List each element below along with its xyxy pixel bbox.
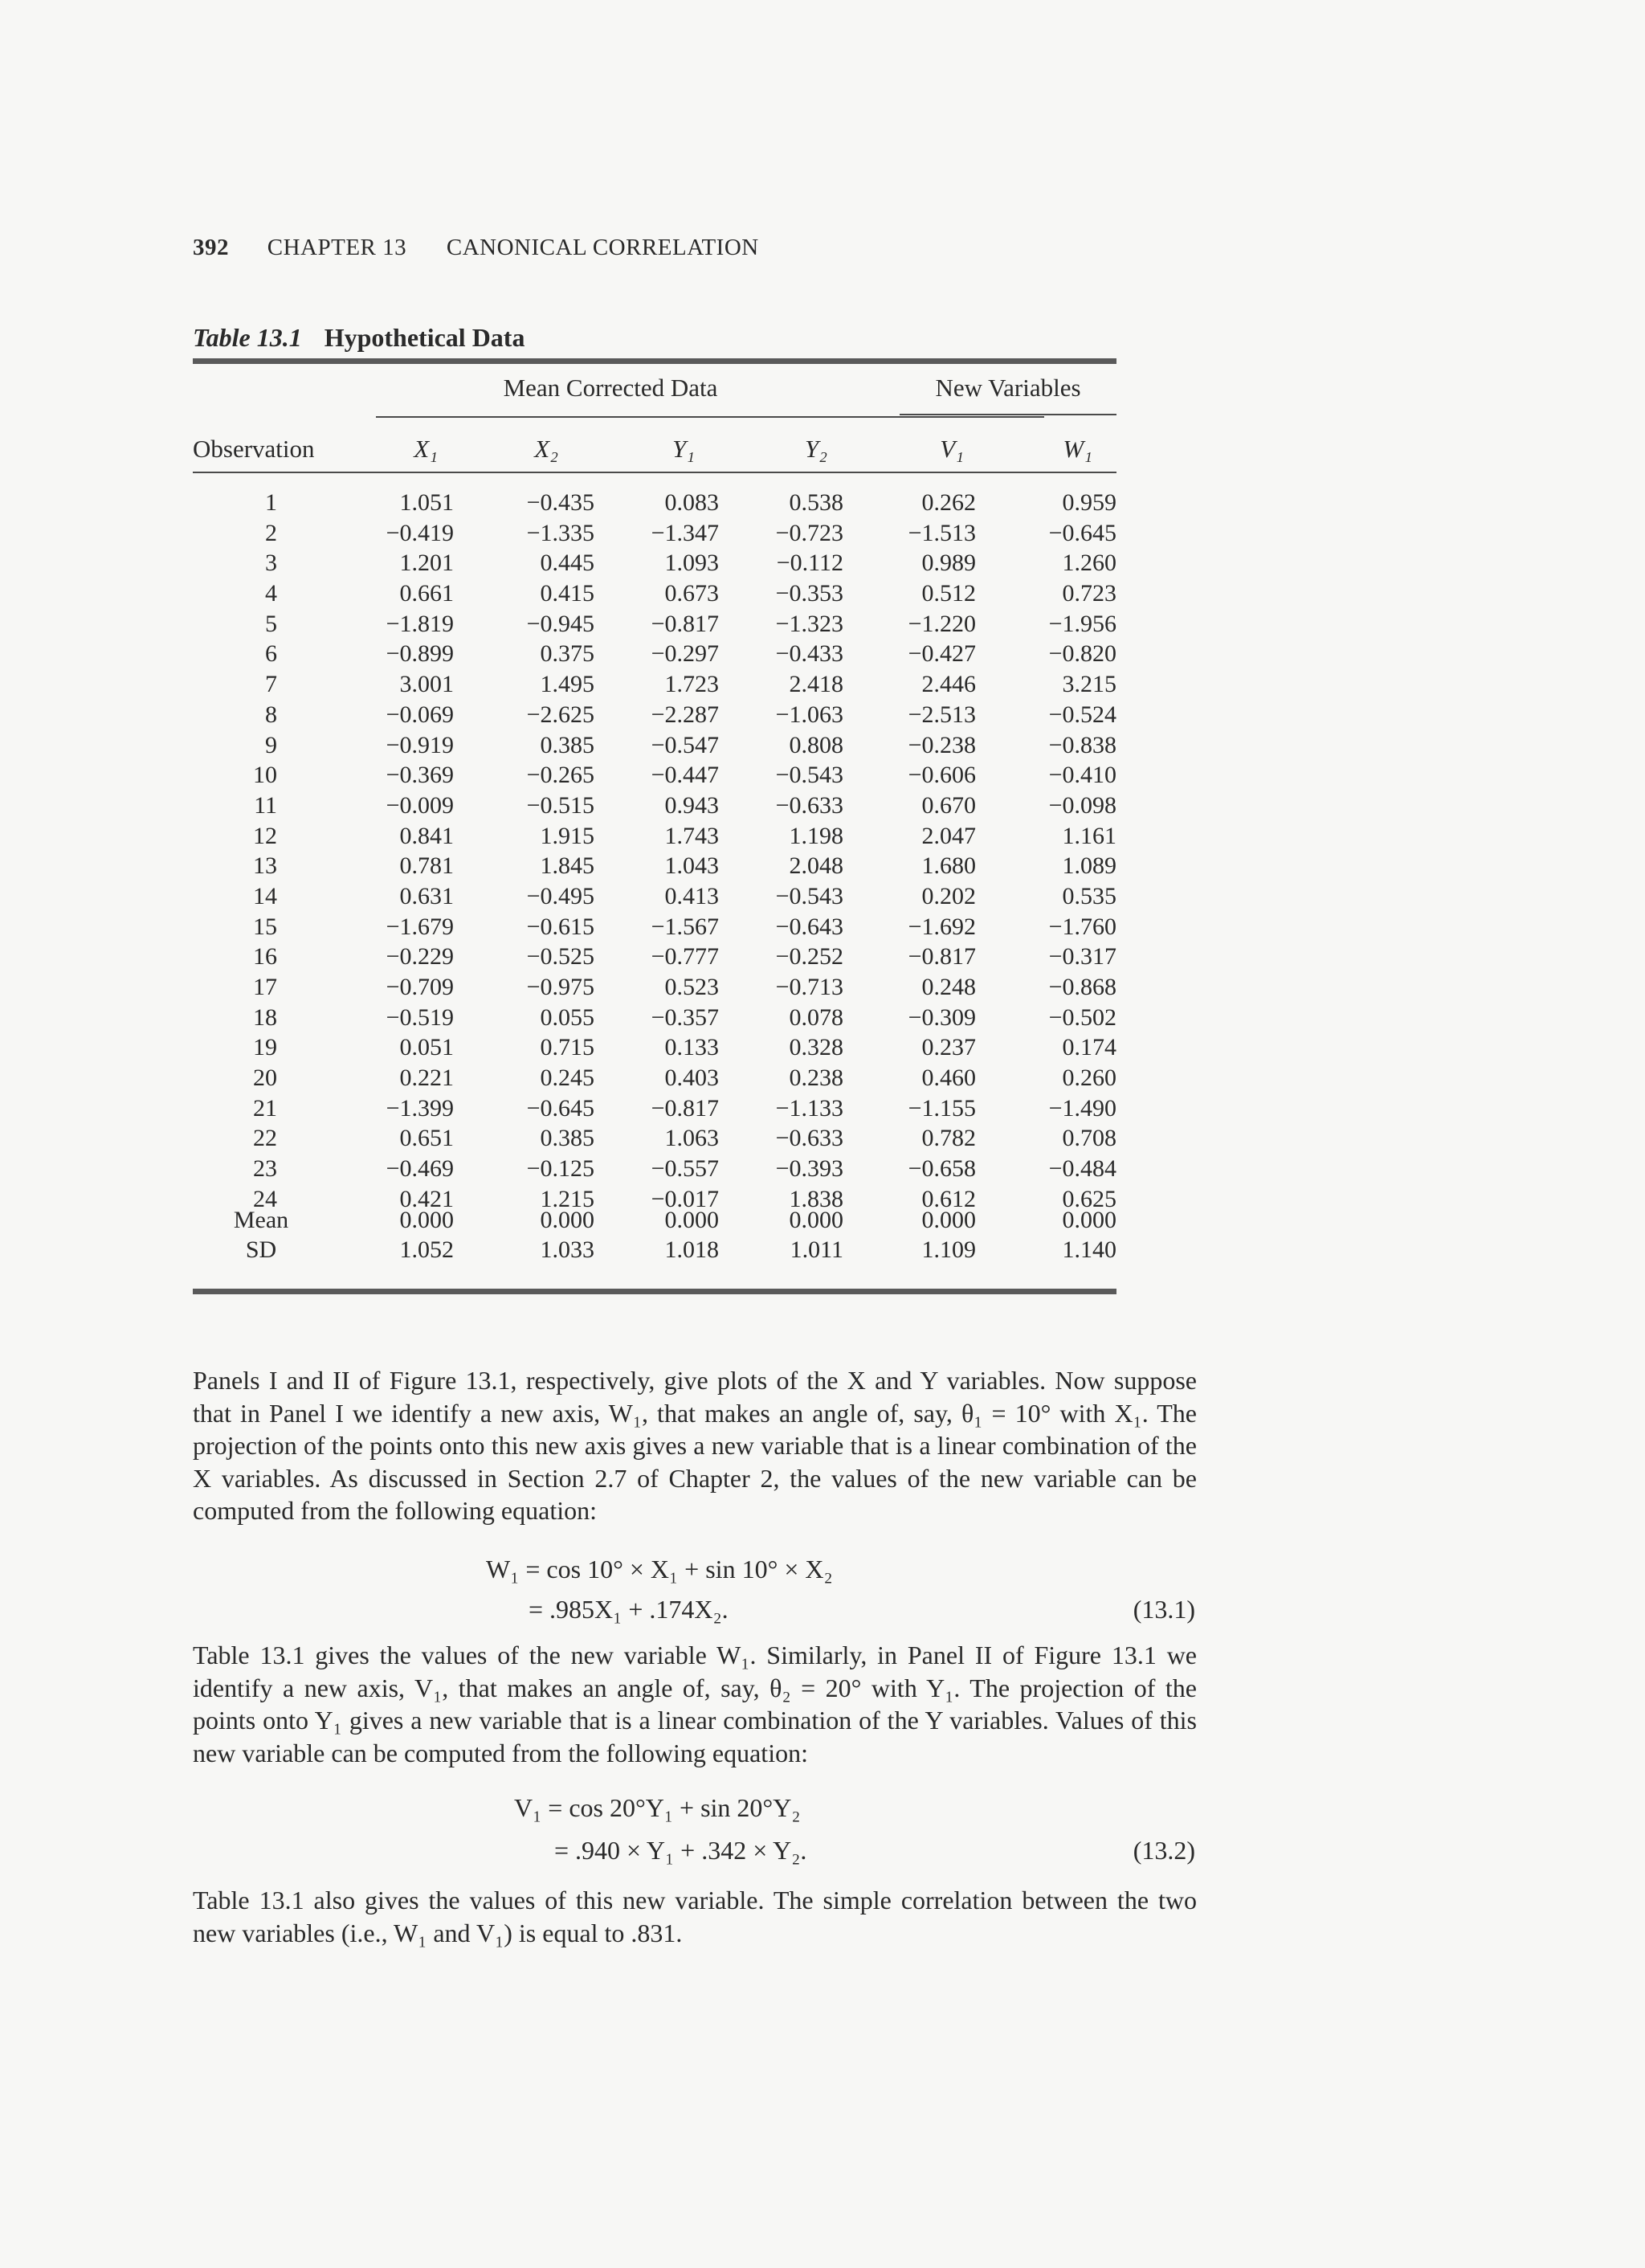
table-cell: 1.011 [790, 1236, 843, 1263]
table-row [193, 609, 1116, 640]
table-cell: −1.323 [775, 610, 843, 637]
table-row-label: 14 [253, 882, 277, 909]
group-underline-right [900, 414, 1116, 415]
table-row-label: 21 [253, 1094, 277, 1122]
table-cell: −1.819 [386, 610, 454, 637]
table-cell: −0.524 [1048, 701, 1116, 728]
table-cell: −0.410 [1048, 762, 1116, 789]
table-cell: 0.782 [921, 1125, 976, 1152]
table-cell: −1.490 [1048, 1094, 1116, 1122]
table-cell: −1.347 [651, 519, 719, 546]
table-cell: 1.051 [399, 489, 454, 516]
table-cell: −0.723 [775, 519, 843, 546]
table-row [193, 791, 1116, 821]
table-cell: 0.000 [540, 1207, 594, 1233]
table-cell: 1.052 [399, 1236, 454, 1263]
table-row [193, 488, 1116, 518]
table-cell: 0.460 [921, 1065, 976, 1092]
table-cell: 0.083 [664, 489, 719, 516]
table-cell: −0.495 [526, 882, 594, 909]
table-cell: 0.715 [540, 1034, 594, 1061]
table-cell: 0.413 [664, 882, 719, 909]
table-row [193, 518, 1116, 549]
table-cell: −0.469 [386, 1155, 454, 1183]
table-cell: −1.063 [775, 701, 843, 728]
table-row-label: 20 [253, 1065, 277, 1092]
table-cell: −0.633 [775, 1125, 843, 1152]
table-cell: 1.680 [921, 852, 976, 880]
table-cell: −0.547 [651, 731, 719, 758]
table-cell: 1.838 [789, 1185, 843, 1212]
table-cell: −0.817 [651, 610, 719, 637]
table-row-label: 10 [253, 762, 277, 789]
table-cell: 1.723 [664, 671, 719, 698]
table-cell: −0.309 [908, 1003, 976, 1031]
table-row [193, 1003, 1116, 1033]
table-cell: 1.043 [664, 852, 719, 880]
table-cell: −0.069 [386, 701, 454, 728]
equation-13-2-line-1: V₁ = cos 20°Y₁ + sin 20°Y₂ [514, 1793, 801, 1822]
table-cell: 0.631 [399, 882, 454, 909]
table-cell: 0.445 [540, 550, 594, 577]
table-bottom-rule [193, 1289, 1116, 1294]
equation-13-2-line-2: = .940 × Y₁ + .342 × Y₂. [554, 1836, 807, 1865]
table-cell: −0.419 [386, 519, 454, 546]
table-cell: −0.265 [526, 762, 594, 789]
table-top-rule [193, 358, 1116, 364]
column-header-observation: Observation [193, 435, 315, 463]
table-cell: −1.155 [908, 1094, 976, 1122]
table-caption [193, 323, 525, 353]
table-cell: 0.237 [921, 1034, 976, 1061]
table-cell: 0.078 [789, 1003, 843, 1031]
table-cell: −2.287 [651, 701, 719, 728]
table-cell: −0.817 [651, 1094, 719, 1122]
table-cell: −1.679 [386, 913, 454, 940]
table-cell: 0.535 [1062, 882, 1116, 909]
table-cell: −0.098 [1048, 791, 1116, 819]
table-cell: −0.009 [386, 791, 454, 819]
table-cell: 0.943 [664, 791, 719, 819]
table-cell: 0.989 [921, 550, 976, 577]
table-cell: −0.433 [775, 640, 843, 668]
column-header-x2: X₂ [534, 435, 558, 463]
column-header-v1: V₁ [940, 435, 964, 463]
table-cell: 0.673 [664, 580, 719, 607]
table-cell: −2.513 [908, 701, 976, 728]
table-cell: 1.033 [540, 1236, 594, 1263]
table-cell: 0.000 [789, 1207, 843, 1233]
table-cell: −0.369 [386, 762, 454, 789]
column-header-y2: Y₂ [804, 435, 827, 463]
group-header-mean-corrected: Mean Corrected Data [503, 374, 718, 402]
table-cell: 1.109 [921, 1236, 976, 1263]
table-cell: −0.633 [775, 791, 843, 819]
paragraph-1: Panels I and II of Figure 13.1, respectively, give plots of the X and Y variables. Now suppose that in Panel I we identify a new axis, W₁, that makes an angle of, say, θ₁ = 10° with X₁. The projection of the points onto this new axis gives a new variable that is a linear combination of the X variables. As discussed in Section 2.7 of Chapter 2, the values of the new variable can be computed from the following equation: [193, 1366, 1197, 1525]
table-row-label: 22 [253, 1125, 277, 1152]
table-cell: −0.112 [776, 550, 843, 577]
table-cell: −0.899 [386, 640, 454, 668]
table-number: Table 13.1 [193, 323, 302, 352]
table-cell: −0.645 [1048, 519, 1116, 546]
table-row-label: 15 [253, 913, 277, 940]
equation-number-13-2: (13.2) [1133, 1836, 1195, 1865]
table-cell: 1.018 [664, 1236, 719, 1263]
table-cell: 1.093 [664, 550, 719, 577]
table-cell: −0.238 [908, 731, 976, 758]
column-header-x1: X₁ [414, 435, 438, 463]
table-cell: −0.645 [526, 1094, 594, 1122]
table-cell: 1.915 [540, 822, 594, 849]
summary-row [193, 1205, 1116, 1235]
table-cell: −0.515 [526, 791, 594, 819]
table-cell: 0.133 [664, 1034, 719, 1061]
table-row-label: 6 [265, 640, 277, 668]
table-cell: 1.201 [399, 550, 454, 577]
table-cell: 0.262 [921, 489, 976, 516]
table-cell: 0.651 [399, 1125, 454, 1152]
table-cell: −0.353 [775, 580, 843, 607]
table-cell: −0.615 [526, 913, 594, 940]
table-cell: 2.047 [921, 822, 976, 849]
column-header-y1: Y₁ [671, 435, 695, 463]
table-cell: −0.557 [651, 1155, 719, 1183]
table-cell: −0.709 [386, 974, 454, 1000]
table-row [193, 760, 1116, 791]
table-cell: 0.421 [399, 1185, 454, 1212]
table-row [193, 548, 1116, 578]
table-cell: 0.612 [921, 1185, 976, 1212]
table-cell: 0.174 [1062, 1034, 1116, 1061]
table-cell: −1.567 [651, 913, 719, 940]
table-cell: 1.260 [1062, 550, 1116, 577]
table-cell: 0.221 [399, 1065, 454, 1092]
summary-row-label: SD [245, 1236, 277, 1263]
table-cell: −1.335 [526, 519, 594, 546]
paragraph-3: Table 13.1 also gives the values of this new variable. The simple correlation between the two new variables (i.e., W₁ and V₁) is equal to .831. [193, 1886, 1197, 1947]
table-row-label: 11 [254, 791, 277, 819]
table-row-label: 2 [265, 519, 277, 546]
table-row-label: 5 [265, 610, 277, 637]
table-cell: −0.820 [1048, 640, 1116, 668]
summary-row [193, 1235, 1116, 1265]
table-cell: −0.252 [775, 943, 843, 971]
table-cell: −0.525 [526, 943, 594, 971]
table-cell: −0.543 [775, 762, 843, 789]
table-cell: 0.415 [540, 580, 594, 607]
table-cell: −0.502 [1048, 1003, 1116, 1031]
table-cell: 0.055 [540, 1003, 594, 1031]
table-cell: 0.959 [1062, 489, 1116, 516]
table-cell: −1.513 [908, 519, 976, 546]
table-cell: −0.435 [526, 489, 594, 516]
table-row-label: 12 [253, 822, 277, 849]
table-cell: 0.523 [664, 974, 719, 1000]
table-row-label: 3 [265, 550, 277, 577]
equation-13-1-line-2: = .985X₁ + .174X₂. [529, 1595, 729, 1624]
table-cell: −1.956 [1048, 610, 1116, 637]
table-cell: 0.202 [921, 882, 976, 909]
table-cell: −0.945 [526, 610, 594, 637]
table-cell: 0.512 [921, 580, 976, 607]
table-cell: −0.393 [775, 1155, 843, 1183]
table-cell: 0.328 [789, 1034, 843, 1061]
table-cell: −0.777 [651, 943, 719, 971]
table-cell: −1.692 [908, 913, 976, 940]
running-header [193, 235, 759, 261]
table-title: Hypothetical Data [324, 323, 525, 352]
table-cell: 0.248 [921, 974, 976, 1000]
table-row-label: 4 [265, 580, 277, 607]
table-row [193, 1093, 1116, 1124]
table-row-label: 23 [253, 1155, 277, 1183]
table-cell: 2.446 [921, 671, 976, 698]
table-cell: −0.447 [651, 762, 719, 789]
summary-row-label: Mean [233, 1207, 289, 1233]
table-row-label: 13 [253, 852, 277, 880]
group-underline-left [376, 416, 1044, 418]
table-row [193, 972, 1116, 1003]
table-cell: −0.543 [775, 882, 843, 909]
table-cell: −0.427 [908, 640, 976, 668]
table-cell: 0.781 [399, 852, 454, 880]
table-cell: −0.919 [386, 731, 454, 758]
table-cell: 3.001 [399, 671, 454, 698]
table-cell: −0.838 [1048, 731, 1116, 758]
table-row [193, 851, 1116, 881]
table-cell: −0.297 [651, 640, 719, 668]
table-cell: −0.317 [1048, 943, 1116, 971]
table-cell: −0.017 [651, 1185, 719, 1212]
table-cell: 2.418 [789, 671, 843, 698]
group-header-new-variables: New Variables [935, 374, 1081, 402]
table-row [193, 578, 1116, 609]
table-cell: 0.260 [1062, 1065, 1116, 1092]
table-cell: 0.403 [664, 1065, 719, 1092]
table-cell: 0.385 [540, 731, 594, 758]
table-cell: 0.375 [540, 640, 594, 668]
table-cell: 0.723 [1062, 580, 1116, 607]
table-cell: −0.484 [1048, 1155, 1116, 1183]
table-cell: 0.051 [399, 1034, 454, 1061]
table-cell: −0.229 [386, 943, 454, 971]
page-number: 392 [193, 235, 229, 260]
table-row-label: 8 [265, 701, 277, 728]
table-cell: −0.868 [1048, 974, 1116, 1000]
table-cell: 0.661 [399, 580, 454, 607]
table-row [193, 1154, 1116, 1184]
table-row-label: 18 [253, 1003, 277, 1031]
table-cell: 0.708 [1062, 1125, 1116, 1152]
chapter-number: CHAPTER 13 [267, 235, 407, 260]
table-cell: 0.000 [664, 1207, 719, 1233]
table-cell: −1.220 [908, 610, 976, 637]
table-cell: −0.713 [775, 974, 843, 1000]
table-cell: 0.245 [540, 1065, 594, 1092]
table-row [193, 669, 1116, 700]
chapter-title: CANONICAL CORRELATION [446, 235, 759, 260]
table-row [193, 942, 1116, 972]
table-cell: 0.238 [789, 1065, 843, 1092]
table-cell: 0.000 [921, 1207, 976, 1233]
table-cell: 1.743 [664, 822, 719, 849]
table-cell: 2.048 [789, 852, 843, 880]
table-row-label: 17 [253, 974, 277, 1000]
table-cell: −1.399 [386, 1094, 454, 1122]
column-header-w1: W₁ [1063, 435, 1092, 463]
paragraph-2: Table 13.1 gives the values of the new variable W₁. Similarly, in Panel II of Figure 13.1 we identify a new axis, V₁, that makes an angle of, say, θ₂ = 20° with Y₁. The projection of the points onto Y₁ gives a new variable that is a linear combination of the Y variables. Values of this new variable can be computed from the following equation: [193, 1641, 1197, 1767]
table-row [193, 1063, 1116, 1093]
table-row-label: 19 [253, 1034, 277, 1061]
table-cell: −0.519 [386, 1003, 454, 1031]
table-row [193, 1032, 1116, 1063]
table-cell: 0.625 [1062, 1185, 1116, 1212]
table-cell: 0.841 [399, 822, 454, 849]
table-cell: 3.215 [1062, 671, 1116, 698]
table-cell: 0.538 [789, 489, 843, 516]
table-row-label: 7 [265, 671, 277, 698]
table-row-label: 16 [253, 943, 277, 971]
table-cell: −0.606 [908, 762, 976, 789]
table-row-label: 24 [253, 1185, 277, 1212]
table-row [193, 912, 1116, 942]
table-cell: 1.845 [540, 852, 594, 880]
table-cell: 1.089 [1062, 852, 1116, 880]
table-cell: −0.643 [775, 913, 843, 940]
table-cell: 1.140 [1062, 1236, 1116, 1263]
table-cell: −2.625 [526, 701, 594, 728]
table-cell: 1.161 [1062, 822, 1116, 849]
table-cell: 1.198 [789, 822, 843, 849]
table-cell: −0.975 [526, 974, 594, 1000]
table-cell: −1.133 [775, 1094, 843, 1122]
table-summary [193, 1205, 1116, 1265]
table-row [193, 639, 1116, 669]
table-cell: −0.125 [526, 1155, 594, 1183]
table-cell: 0.000 [399, 1207, 454, 1233]
table-cell: 0.808 [789, 731, 843, 758]
table-cell: 0.385 [540, 1125, 594, 1152]
table-row [193, 821, 1116, 852]
table-cell: 0.000 [1062, 1207, 1116, 1233]
table-row [193, 700, 1116, 730]
table-row-label: 9 [265, 731, 277, 758]
equation-number-13-1: (13.1) [1133, 1595, 1195, 1624]
equation-13-1-line-1: W₁ = cos 10° × X₁ + sin 10° × X₂ [486, 1555, 833, 1584]
table-body [193, 488, 1116, 1215]
table-row [193, 1123, 1116, 1154]
table-row [193, 730, 1116, 761]
table-cell: −0.658 [908, 1155, 976, 1183]
table-cell: −1.760 [1048, 913, 1116, 940]
table-cell: 1.495 [540, 671, 594, 698]
table-cell: −0.817 [908, 943, 976, 971]
table-cell: 1.215 [540, 1185, 594, 1212]
table-cell: 0.670 [921, 791, 976, 819]
table-row [193, 881, 1116, 912]
table-cell: 1.063 [664, 1125, 719, 1152]
header-bottom-rule [193, 472, 1116, 473]
table-cell: −0.357 [651, 1003, 719, 1031]
table-row-label: 1 [265, 489, 277, 516]
